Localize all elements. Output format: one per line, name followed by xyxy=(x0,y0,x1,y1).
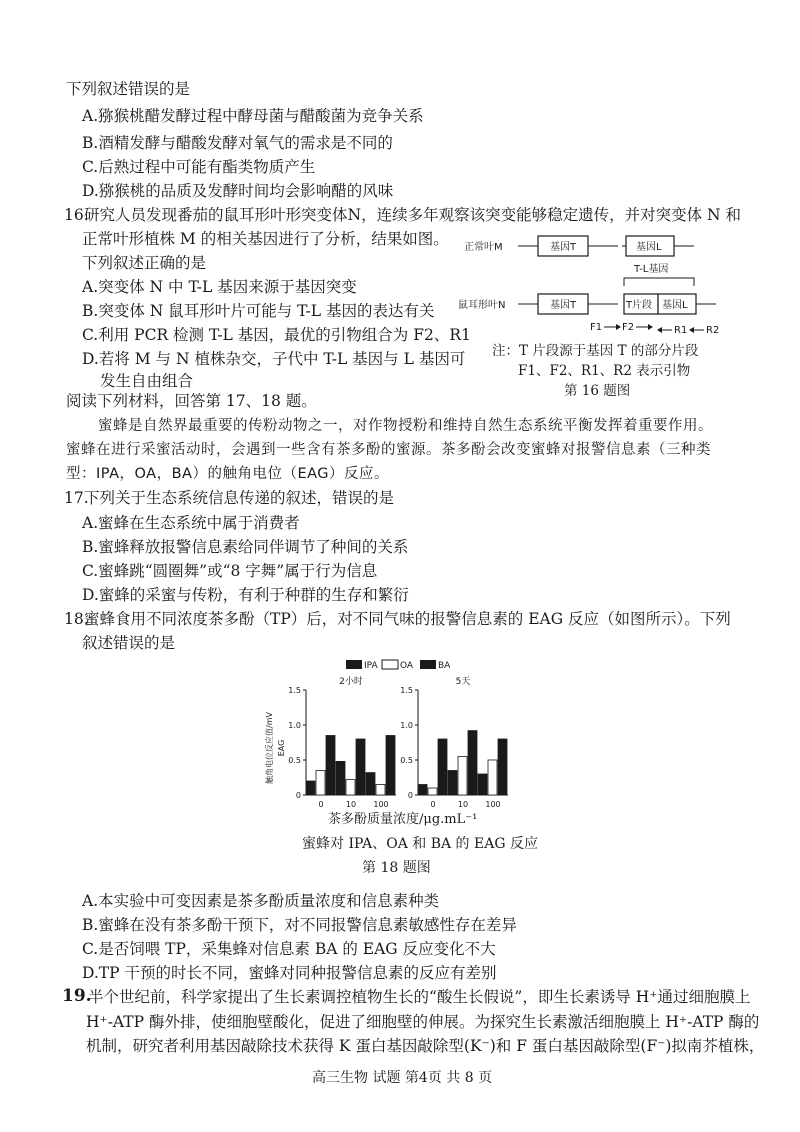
q17-option-b: B.蜜蜂释放报警信息素给同伴调节了种间的关系 xyxy=(82,538,409,556)
q18-figure-caption: 第 18 题图 xyxy=(362,860,431,876)
y-axis-label-eag: EAG xyxy=(277,739,286,757)
q17-option-a: A.蜜蜂在生态系统中属于消费者 xyxy=(82,514,300,532)
q16-stem-line3: 下列叙述正确的是 xyxy=(82,254,207,272)
q19-line3: 机制，研究者利用基因敲除技术获得 K 蛋白基因敲除型(K⁻)和 F 蛋白基因敲除型(F⁻)拟南芥植株， xyxy=(86,1037,765,1055)
bar-ba-10 xyxy=(468,731,477,795)
bar-oa-10 xyxy=(458,757,467,796)
bar-ipa-0 xyxy=(418,785,427,796)
bar-ba-100 xyxy=(386,736,395,796)
q15-option-c: C.后熟过程中可能有酯类物质产生 xyxy=(82,158,316,176)
q16-gene-diagram xyxy=(458,228,728,338)
q15-option-d: D.猕猴桃的品质及发酵时间均会影响醋的风味 xyxy=(82,182,394,200)
q19-line2: H⁺-ATP 酶外排，使细胞壁酸化，促进了细胞壁的伸展。为探究生长素激活细胞膜上 H⁺-ATP 酶的 xyxy=(86,1013,760,1031)
material-intro: 阅读下列材料，回答第 17、18 题。 xyxy=(66,392,317,410)
q16-figure-note-1: 注：T 片段源于基因 T 的部分片段 xyxy=(492,343,699,359)
q16-option-d-cont: 发生自由组合 xyxy=(100,372,194,390)
legend-ba-label: BA xyxy=(438,661,451,671)
q17-stem: 下列关于生态系统信息传递的叙述，错误的是 xyxy=(84,489,395,507)
x-tick-label: 10 xyxy=(345,800,357,809)
legend-ba-swatch xyxy=(420,660,436,669)
label-normal-m: 正常叶M xyxy=(464,242,503,253)
bar-ba-0 xyxy=(438,739,447,795)
primer-r1: R1 xyxy=(674,325,688,336)
material-line3: 型：IPA，OA，BA）的触角电位（EAG）反应。 xyxy=(66,466,390,482)
bar-oa-0 xyxy=(428,788,437,795)
bar-ipa-10 xyxy=(336,761,345,795)
label-mouse-ear-n: 鼠耳形叶N xyxy=(458,300,506,311)
n-t-fragment-label: T片段 xyxy=(626,300,653,311)
q18-option-c: C.是否饲喂 TP，采集蜂对信息素 BA 的 EAG 反应变化不大 xyxy=(82,940,496,958)
material-line2: 蜜蜂在进行采蜜活动时，会遇到一些含有茶多酚的蜜源。茶多酚会改变蜜蜂对报警信息素（三种类 xyxy=(66,442,711,458)
q18-figure-subtitle: 蜜蜂对 IPA、OA 和 BA 的 EAG 反应 xyxy=(302,836,538,852)
primer-r2: R2 xyxy=(706,325,720,336)
primer-f2: F2 xyxy=(622,322,635,333)
y-axis-label: 触角电位反应值/mV xyxy=(265,712,274,784)
q16-stem-line1: 研究人员发现番茄的鼠耳形叶形突变体N，连续多年观察该突变能够稳定遗传，并对突变体 N 和 xyxy=(84,206,741,224)
bar-oa-100 xyxy=(488,760,497,795)
q18-option-b: B.蜜蜂在没有茶多酚干预下，对不同报警信息素敏感性存在差异 xyxy=(82,916,517,934)
q15-option-a: A.猕猴桃醋发酵过程中酵母菌与醋酸菌为竞争关系 xyxy=(82,107,424,125)
q18-option-a: A.本实验中可变因素是茶多酚质量浓度和信息素种类 xyxy=(82,892,440,910)
legend-oa-label: OA xyxy=(400,661,414,671)
bar-ipa-100 xyxy=(366,773,375,795)
y-tick-label: 0.5 xyxy=(288,756,301,765)
q16-option-d: D.若将 M 与 N 植株杂交，子代中 T-L 基因与 L 基因可 xyxy=(82,350,466,368)
n-gene-t-label: 基因T xyxy=(550,300,577,311)
legend-ipa-label: IPA xyxy=(364,661,378,671)
q18-stem-line2: 叙述错误的是 xyxy=(82,634,176,652)
panel-title-1: 5天 xyxy=(455,677,471,687)
y-tick-label: 1.0 xyxy=(288,721,301,730)
material-line1: 蜜蜂是自然界最重要的传粉动物之一，对作物授粉和维持自然生态系统平衡发挥着重要作用。 xyxy=(98,418,713,434)
q16-option-c: C.利用 PCR 检测 T-L 基因，最优的引物组合为 F2、R1 xyxy=(82,326,471,344)
q16-option-b: B.突变体 N 鼠耳形叶片可能与 T-L 基因的表达有关 xyxy=(82,302,435,320)
q18-stem-line1: 蜜蜂食用不同浓度茶多酚（TP）后，对不同气味的报警信息素的 EAG 反应（如图所示）。下列 xyxy=(84,610,731,628)
q19-line1: 半个世纪前，科学家提出了生长素调控植物生长的“酸生长假说”，即生长素诱导 H⁺通过细胞膜上 xyxy=(88,988,751,1006)
q15-stem: 下列叙述错误的是 xyxy=(66,80,191,98)
q16-number: 16. xyxy=(64,206,89,224)
bar-ipa-0 xyxy=(306,781,315,795)
eag-bar-chart xyxy=(258,650,548,828)
x-axis-label: 茶多酚质量浓度/μg.mL⁻¹ xyxy=(328,812,478,827)
bar-oa-0 xyxy=(316,771,325,796)
bar-ba-100 xyxy=(498,739,507,795)
q16-figure-caption: 第 16 题图 xyxy=(564,383,631,399)
q16-stem-line2: 正常叶形植株 M 的相关基因进行了分析，结果如图。 xyxy=(82,230,449,248)
q19-number: 19. xyxy=(62,986,92,1006)
bar-ba-10 xyxy=(356,739,365,795)
y-tick-label: 0 xyxy=(295,791,301,800)
q17-number: 17. xyxy=(64,489,89,507)
m-gene-t-label: 基因T xyxy=(550,242,577,253)
y-tick-label: 1.0 xyxy=(400,721,413,730)
label-tl-gene: T-L基因 xyxy=(634,264,669,275)
x-tick-label: 0 xyxy=(430,800,436,809)
legend-oa-swatch xyxy=(382,660,398,669)
bar-ipa-10 xyxy=(448,771,457,796)
y-tick-label: 0.5 xyxy=(400,756,413,765)
primer-f1: F1 xyxy=(590,322,603,333)
n-gene-l-label: 基因L xyxy=(662,300,688,311)
x-tick-label: 100 xyxy=(373,800,389,809)
x-tick-label: 10 xyxy=(457,800,469,809)
y-tick-label: 1.5 xyxy=(400,686,413,695)
bar-oa-10 xyxy=(346,780,355,795)
bar-oa-100 xyxy=(376,785,385,796)
y-tick-label: 0 xyxy=(407,791,413,800)
q15-option-b: B.酒精发酵与醋酸发酵对氧气的需求是不同的 xyxy=(82,134,393,152)
q16-option-a: A.突变体 N 中 T-L 基因来源于基因突变 xyxy=(82,278,357,296)
panel-title-0: 2小时 xyxy=(339,677,363,687)
legend-ipa-swatch xyxy=(346,660,362,669)
m-gene-l-label: 基因L xyxy=(636,242,662,253)
page-footer: 高三生物 试题 第4页 共 8 页 xyxy=(312,1070,493,1086)
q16-figure-note-2: F1、F2、R1、R2 表示引物 xyxy=(518,363,691,379)
bar-ba-0 xyxy=(326,736,335,796)
q18-number: 18. xyxy=(64,610,89,628)
q18-option-d: D.TP 干预的时长不同，蜜蜂对同种报警信息素的反应有差别 xyxy=(82,964,497,982)
q17-option-d: D.蜜蜂的采蜜与传粉，有利于种群的生存和繁衍 xyxy=(82,586,409,604)
x-tick-label: 0 xyxy=(318,800,324,809)
q17-option-c: C.蜜蜂跳“圆圈舞”或“8 字舞”属于行为信息 xyxy=(82,562,378,580)
y-tick-label: 1.5 xyxy=(288,686,301,695)
x-tick-label: 100 xyxy=(485,800,501,809)
bar-ipa-100 xyxy=(478,774,487,795)
